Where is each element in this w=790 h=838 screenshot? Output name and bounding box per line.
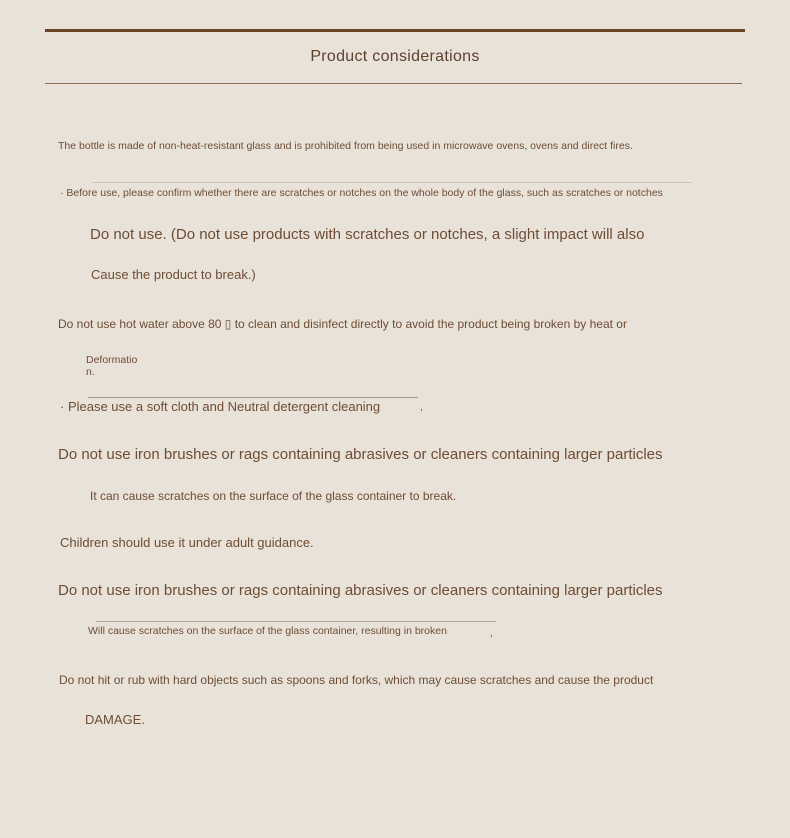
text-line-break: Cause the product to break.) [91,267,256,282]
text-line-hot-water: Do not use hot water above 80 ▯ to clean and disinfect directly to avoid the product being broken by heat or [58,317,627,331]
faint-artifact-line [88,397,418,398]
text-line-scratches-broken: Will cause scratches on the surface of the glass container, resulting in broken [88,625,447,637]
faint-artifact-line [96,621,496,622]
text-line-hard-objects: Do not hit or rub with hard objects such as spoons and forks, which may cause scratches and cause the product [59,673,654,687]
text-line-damage: DAMAGE. [85,712,145,727]
top-rule [45,29,745,32]
text-line-inspect: · Before use, please confirm whether there are scratches or notches on the whole body of the glass, such as scratches or notches [60,187,663,199]
text-line-children: Children should use it under adult guidance. [60,535,314,550]
comma-mark: , [420,401,423,413]
comma-mark: , [490,627,493,639]
text-line-soft-cloth: · Please use a soft cloth and Neutral detergent cleaning [60,399,381,414]
text-line-iron-brush-2: Do not use iron brushes or rags containing abrasives or cleaners containing larger particles [58,582,663,599]
text-line-glass-warning: The bottle is made of non-heat-resistant glass and is prohibited from being used in microwave ovens, ovens and direct fires. [58,140,633,152]
text-line-deformation: Deformation. [86,354,138,378]
text-line-scratches-break: It can cause scratches on the surface of the glass container to break. [90,489,457,503]
text-line-do-not-use: Do not use. (Do not use products with scratches or notches, a slight impact will also [90,226,645,243]
text-line-iron-brush-1: Do not use iron brushes or rags containing abrasives or cleaners containing larger particles [58,446,663,463]
faint-artifact-line [92,182,692,183]
title-underline [45,83,742,84]
page-title: Product considerations [310,48,480,65]
